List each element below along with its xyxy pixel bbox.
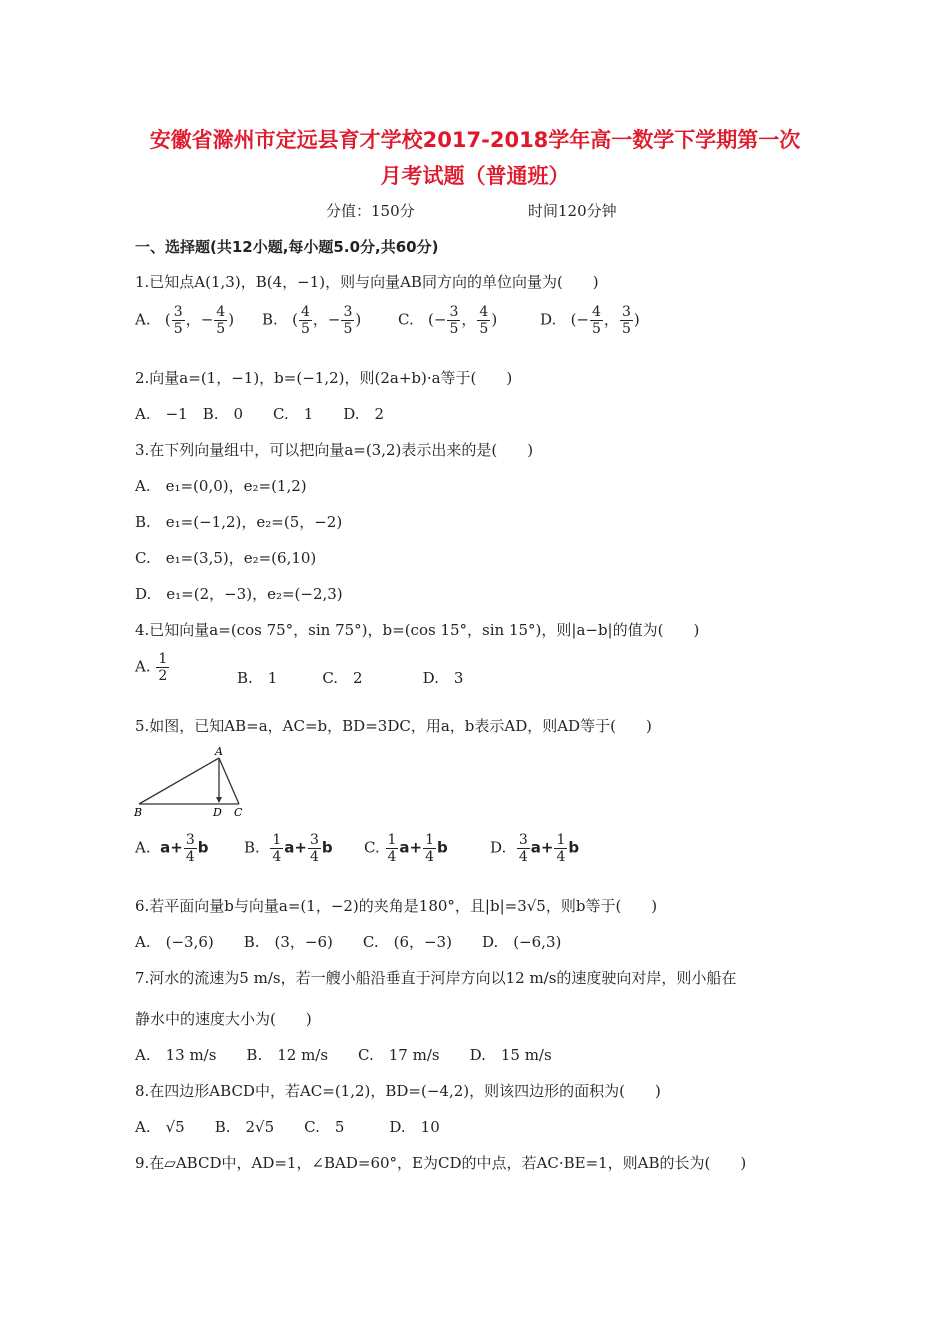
q6-options: A. (−3,6) B. (3，−6) C. (6，−3) D. (−6,3) [135, 933, 562, 951]
question-3: 3.在下列向量组中，可以把向量a=(3,2)表示出来的是( ) [135, 441, 534, 459]
q5-option-d: D. $\frac{3}{4}$ a+ $\frac{1}{4}$ b [490, 832, 580, 865]
question-2: 2.向量a=(1，−1)，b=(−1,2)，则(2a+b)·a等于( ) [135, 369, 513, 387]
question-8: 8.在四边形ABCD中，若AC=(1,2)，BD=(−4,2)，则该四边形的面积为( ) [135, 1082, 661, 1100]
q3-option-d: D. e₁=(2，−3)，e₂=(−2,3) [135, 585, 343, 603]
question-7-line-1: 7.河水的流速为5 m/s，若一艘小船沿垂直于河岸方向以12 m/s的速度驶向对岸，则小船在 [135, 969, 737, 987]
q1-option-b: B. ( $\frac{4}{5}$ ，− $\frac{3}{5}$ ) [262, 304, 362, 337]
point-b-label: B [134, 806, 143, 819]
question-6: 6.若平面向量b与向量a=(1，−2)的夹角是180°，且|b|=3√5，则b等于( ) [135, 897, 658, 915]
q3-option-a: A. e₁=(0,0)，e₂=(1,2) [135, 477, 307, 495]
q2-options: A. −1 B. 0 C. 1 D. 2 [135, 405, 385, 423]
score-info: 分值：150分 [326, 202, 415, 220]
point-c-label: C [234, 806, 243, 819]
question-7-line-2: 静水中的速度大小为( ) [135, 1010, 312, 1028]
question-9: 9.在▱ABCD中，AD=1，∠BAD=60°，E为CD的中点，若AC·BE=1，则AB的长为( ) [135, 1154, 747, 1172]
q5-option-a: A. a+ $\frac{3}{4}$ b [135, 832, 209, 865]
title-line-2: 月考试题（普通班） [380, 164, 570, 188]
title-line-1: 安徽省滁州市定远县育才学校2017-2018学年高一数学下学期第一次 [149, 128, 801, 152]
q3-option-b: B. e₁=(−1,2)，e₂=(5，−2) [135, 513, 343, 531]
time-info: 时间120分钟 [528, 202, 617, 220]
section-heading: 一、选择题(共12小题,每小题5.0分,共60分) [135, 238, 439, 256]
q1-option-a: A. ( $\frac{3}{5}$ ，− $\frac{4}{5}$ ) [135, 304, 235, 337]
q4-option-a: A. $\frac{1}{2}$ [135, 651, 168, 684]
q1-option-c: C. (− $\frac{3}{5}$ ， $\frac{4}{5}$ ) [398, 304, 498, 337]
q4-options-rest: B. 1 C. 2 D. 3 [237, 669, 464, 687]
q1-option-d: D. (− $\frac{4}{5}$ ， $\frac{3}{5}$ ) [540, 304, 640, 337]
q5-option-b: B. $\frac{1}{4}$ a+ $\frac{3}{4}$ b [244, 832, 333, 865]
question-4: 4.已知向量a=(cos 75°，sin 75°)，b=(cos 15°，sin 15°)，则|a−b|的值为( ) [135, 621, 700, 639]
q8-options: A. √5 B. 2√5 C. 5 D. 10 [135, 1118, 440, 1136]
question-5: 5.如图，已知AB=a，AC=b，BD=3DC，用a，b表示AD，则AD等于( ) [135, 717, 652, 735]
question-1: 1.已知点A(1,3)，B(4，−1)，则与向量AB同方向的单位向量为( ) [135, 273, 599, 291]
triangle-diagram [133, 744, 253, 820]
q7-options: A. 13 m/s B. 12 m/s C. 17 m/s D. 15 m/s [135, 1046, 552, 1064]
q5-option-c: C. $\frac{1}{4}$ a+ $\frac{1}{4}$ b [364, 832, 448, 865]
point-d-label: D [213, 806, 222, 819]
point-a-label: A [215, 745, 223, 758]
q3-option-c: C. e₁=(3,5)，e₂=(6,10) [135, 549, 317, 567]
